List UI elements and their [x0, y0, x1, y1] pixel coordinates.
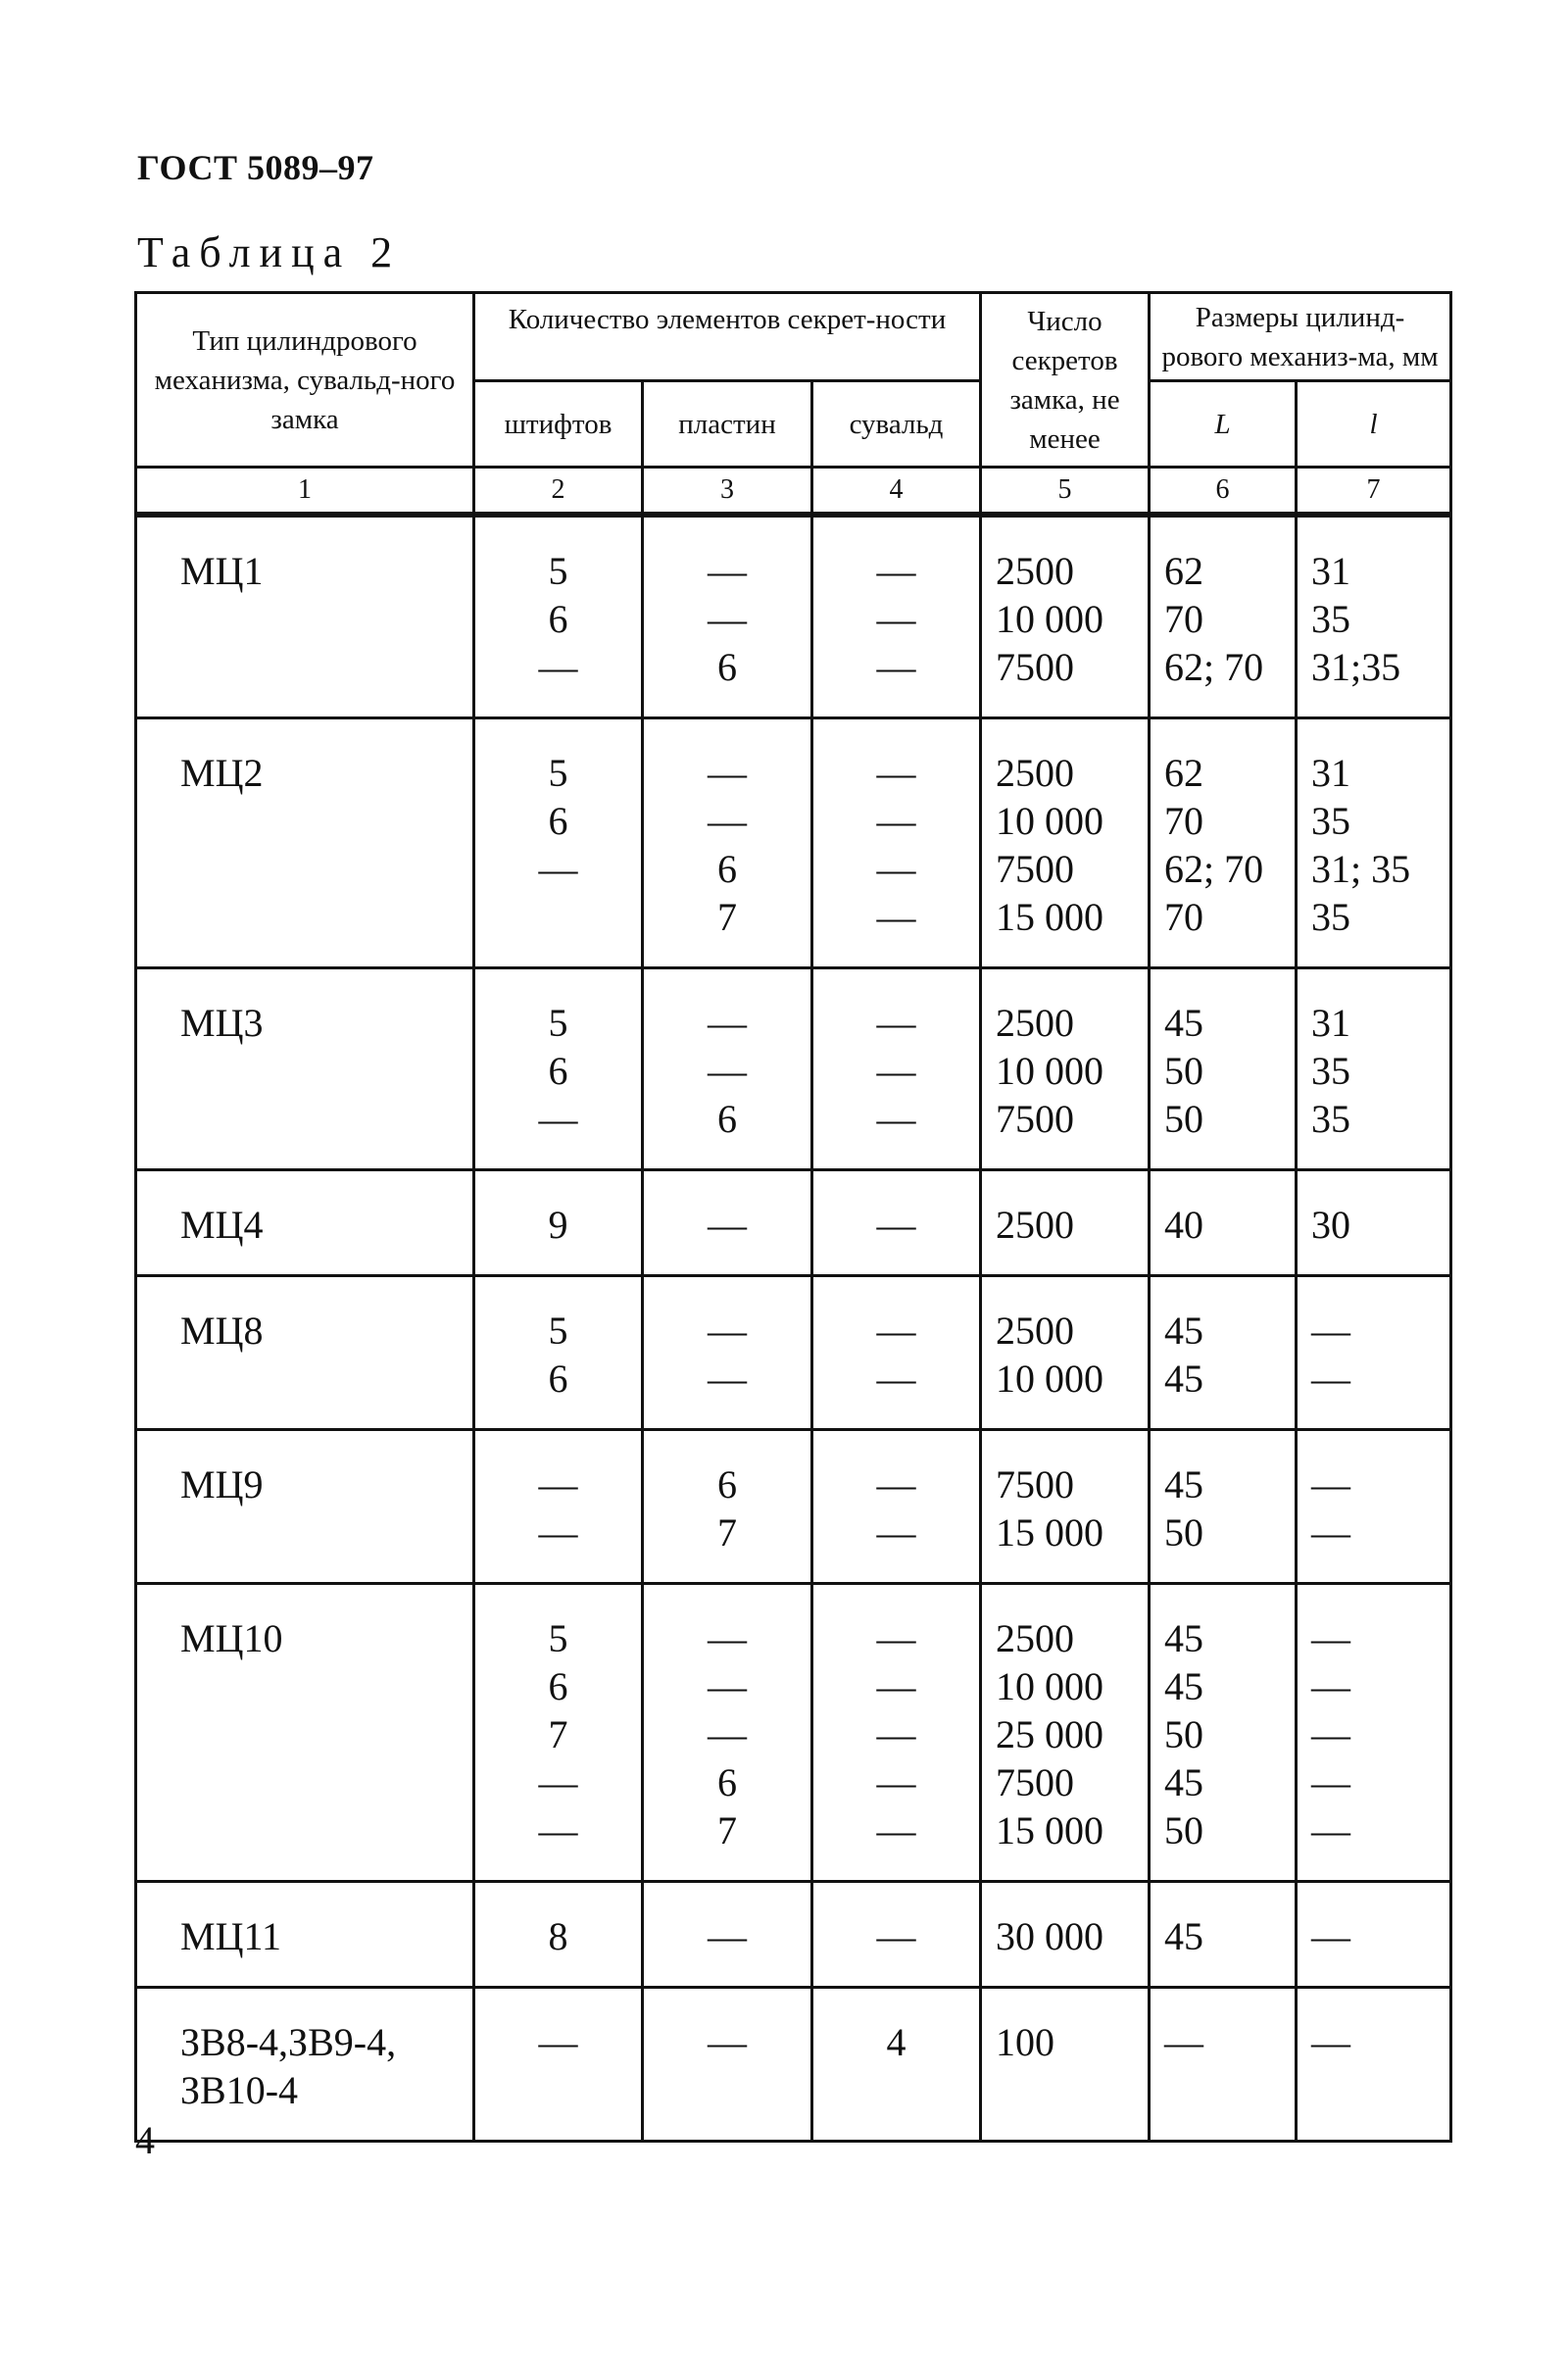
cell-line: —	[538, 1510, 578, 1555]
cell-line: 10 000	[996, 1357, 1104, 1401]
cell-line: 5	[548, 751, 568, 795]
cell-line: —	[876, 645, 916, 689]
cell-line: 10 000	[996, 597, 1104, 641]
cell-line: 30	[1311, 1203, 1351, 1247]
secrets-cell	[981, 718, 1150, 968]
cell-line: —	[1311, 1462, 1351, 1507]
cell-line: 45	[1164, 1462, 1204, 1507]
cell-line: ЗВ8-4,ЗВ9-4,	[180, 2020, 397, 2064]
cell-line: 10 000	[996, 799, 1104, 843]
cell-line: —	[876, 1914, 916, 1958]
cell-line: 6	[548, 1664, 568, 1708]
levers-cell	[812, 1170, 981, 1276]
length-L-cell	[1150, 1882, 1297, 1988]
cell-line: 45	[1164, 1309, 1204, 1353]
index-cell: 3	[643, 468, 812, 516]
index-cell: 2	[474, 468, 643, 516]
cell-line: —	[708, 799, 747, 843]
cell-line: —	[708, 1914, 747, 1958]
cell-line: 35	[1311, 597, 1351, 641]
length-L-cell	[1150, 1988, 1297, 2142]
secrets-cell	[981, 1170, 1150, 1276]
pins-cell	[474, 1988, 643, 2142]
table-row	[136, 515, 1451, 718]
cell-line: 31	[1311, 751, 1351, 795]
cell-line: МЦ9	[180, 1462, 264, 1507]
cell-line: —	[876, 1664, 916, 1708]
cell-line: 7	[548, 1712, 568, 1756]
cell-line: —	[708, 549, 747, 593]
pins-cell	[474, 718, 643, 968]
index-cell: 1	[136, 468, 474, 516]
secrets-cell	[981, 1584, 1150, 1882]
cell-line: 5	[548, 1309, 568, 1353]
length-L-cell	[1150, 1584, 1297, 1882]
index-cell: 6	[1150, 468, 1297, 516]
header-type: Тип цилиндрового механизма, сувальд-ного замка	[136, 293, 474, 468]
cell-line: 70	[1164, 799, 1204, 843]
cell-line: МЦ4	[180, 1203, 264, 1247]
cell-line: —	[876, 799, 916, 843]
plates-cell	[643, 1988, 812, 2142]
cell-line: 6	[717, 847, 737, 891]
cell-line: —	[876, 1203, 916, 1247]
cell-line: 6	[717, 1760, 737, 1804]
levers-cell	[812, 1882, 981, 1988]
cell-line: 10 000	[996, 1664, 1104, 1708]
cell-line: 10 000	[996, 1049, 1104, 1093]
cell-line: —	[1311, 1357, 1351, 1401]
cell-line: 5	[548, 1001, 568, 1045]
header-dimensions: Размеры цилинд-рового механиз-ма, мм	[1150, 293, 1451, 381]
cell-line: МЦ2	[180, 751, 264, 795]
table-row	[136, 1882, 1451, 1988]
header-L: L	[1150, 381, 1297, 468]
cell-line: 7500	[996, 1462, 1075, 1507]
cell-line: 6	[717, 645, 737, 689]
cell-line: —	[708, 1001, 747, 1045]
index-cell: 5	[981, 468, 1150, 516]
cell-line: 7500	[996, 847, 1075, 891]
cell-line: —	[876, 597, 916, 641]
length-L-cell	[1150, 1430, 1297, 1584]
cell-line: 25 000	[996, 1712, 1104, 1756]
levers-cell	[812, 968, 981, 1170]
cell-line: —	[708, 751, 747, 795]
cell-line: 45	[1164, 1760, 1204, 1804]
table-row	[136, 1988, 1451, 2142]
type-cell	[136, 1430, 474, 1584]
cell-line: 45	[1164, 1664, 1204, 1708]
cell-line: 45	[1164, 1357, 1204, 1401]
cell-line: 31	[1311, 549, 1351, 593]
cell-line: —	[876, 847, 916, 891]
type-cell	[136, 1276, 474, 1430]
cell-line: 70	[1164, 895, 1204, 939]
cell-line: 15 000	[996, 1510, 1104, 1555]
length-l-cell	[1297, 1882, 1451, 1988]
cell-line: —	[708, 1616, 747, 1660]
cell-line: —	[876, 1309, 916, 1353]
cell-line: 35	[1311, 895, 1351, 939]
levers-cell	[812, 515, 981, 718]
table-header	[136, 293, 1451, 516]
cell-line: —	[1311, 1309, 1351, 1353]
plates-cell	[643, 1584, 812, 1882]
cell-line: —	[876, 1357, 916, 1401]
type-cell	[136, 718, 474, 968]
length-l-cell	[1297, 968, 1451, 1170]
table-row	[136, 1276, 1451, 1430]
cell-line: —	[538, 1462, 578, 1507]
cell-line: 30 000	[996, 1914, 1104, 1958]
cell-line: —	[538, 1097, 578, 1141]
secrets-cell	[981, 515, 1150, 718]
header-pins: штифтов	[474, 381, 643, 468]
cell-line: —	[1311, 1664, 1351, 1708]
cell-line: 7500	[996, 645, 1075, 689]
cell-line: —	[1311, 1760, 1351, 1804]
cell-line: 31;35	[1311, 645, 1401, 689]
length-L-cell	[1150, 968, 1297, 1170]
cell-line: 2500	[996, 1309, 1075, 1353]
length-l-cell	[1297, 515, 1451, 718]
cell-line: —	[1311, 1808, 1351, 1852]
cell-line: 7	[717, 1510, 737, 1555]
cell-line: 2500	[996, 751, 1075, 795]
pins-cell	[474, 1584, 643, 1882]
cell-line: 31	[1311, 1001, 1351, 1045]
header-elements: Количество элементов секрет-ности	[474, 293, 981, 381]
cell-line: МЦ10	[180, 1616, 283, 1660]
page-number: 4	[135, 2118, 155, 2162]
cell-line: 2500	[996, 549, 1075, 593]
pins-cell	[474, 968, 643, 1170]
header-plates: пластин	[643, 381, 812, 468]
levers-cell	[812, 1988, 981, 2142]
pins-cell	[474, 1430, 643, 1584]
plates-cell	[643, 968, 812, 1170]
cell-line: 50	[1164, 1049, 1204, 1093]
plates-cell	[643, 1276, 812, 1430]
cell-line: —	[876, 1808, 916, 1852]
table-row	[136, 1584, 1451, 1882]
cell-line: —	[1311, 1914, 1351, 1958]
pins-cell	[474, 515, 643, 718]
plates-cell	[643, 515, 812, 718]
levers-cell	[812, 1430, 981, 1584]
length-l-cell	[1297, 1988, 1451, 2142]
cell-line: 6	[548, 1049, 568, 1093]
length-L-cell	[1150, 515, 1297, 718]
cell-line: ЗВ10-4	[180, 2068, 299, 2112]
cell-line: 6	[548, 799, 568, 843]
length-l-cell	[1297, 1430, 1451, 1584]
type-cell	[136, 1882, 474, 1988]
cell-line: —	[1311, 2020, 1351, 2064]
levers-cell	[812, 1584, 981, 1882]
cell-line: 7500	[996, 1097, 1075, 1141]
cell-line: МЦ11	[180, 1914, 281, 1958]
cell-line: 6	[548, 1357, 568, 1401]
cell-line: 70	[1164, 597, 1204, 641]
cell-line: —	[1164, 2020, 1204, 2064]
cell-line: 50	[1164, 1510, 1204, 1555]
cell-line: —	[708, 1664, 747, 1708]
cell-line: 2500	[996, 1616, 1075, 1660]
table-row	[136, 1170, 1451, 1276]
cell-line: 45	[1164, 1914, 1204, 1958]
plates-cell	[643, 1882, 812, 1988]
cell-line: 35	[1311, 1097, 1351, 1141]
cell-line: —	[876, 549, 916, 593]
plates-cell	[643, 1430, 812, 1584]
index-cell: 7	[1297, 468, 1451, 516]
cell-line: 5	[548, 549, 568, 593]
cell-line: 9	[548, 1203, 568, 1247]
cell-line: 5	[548, 1616, 568, 1660]
type-cell	[136, 968, 474, 1170]
cell-line: 62	[1164, 751, 1204, 795]
cell-line: 35	[1311, 799, 1351, 843]
cell-line: —	[708, 1357, 747, 1401]
cell-line: —	[708, 1309, 747, 1353]
cell-line: МЦ8	[180, 1309, 264, 1353]
type-cell	[136, 1170, 474, 1276]
secrets-cell	[981, 1882, 1150, 1988]
cell-line: —	[708, 1203, 747, 1247]
cell-line: —	[708, 2020, 747, 2064]
cell-line: 35	[1311, 1049, 1351, 1093]
plates-cell	[643, 1170, 812, 1276]
cell-line: 2500	[996, 1203, 1075, 1247]
cell-line: 6	[548, 597, 568, 641]
cell-line: —	[708, 1712, 747, 1756]
table-row	[136, 1430, 1451, 1584]
cell-line: —	[708, 597, 747, 641]
length-L-cell	[1150, 718, 1297, 968]
cell-line: —	[708, 1049, 747, 1093]
cell-line: 62; 70	[1164, 645, 1264, 689]
table-row	[136, 718, 1451, 968]
cell-line: —	[876, 1097, 916, 1141]
cell-line: —	[876, 1616, 916, 1660]
table-body	[136, 515, 1451, 2142]
cell-line: —	[876, 1760, 916, 1804]
levers-cell	[812, 1276, 981, 1430]
cell-line: 40	[1164, 1203, 1204, 1247]
plates-cell	[643, 718, 812, 968]
length-L-cell	[1150, 1276, 1297, 1430]
cell-line: —	[1311, 1510, 1351, 1555]
cell-line	[475, 893, 641, 941]
cell-line: 45	[1164, 1616, 1204, 1660]
header-levers: сувальд	[812, 381, 981, 468]
cell-line: —	[1311, 1616, 1351, 1660]
cell-line: МЦ1	[180, 549, 264, 593]
cell-line: 31; 35	[1311, 847, 1411, 891]
cell-line: 15 000	[996, 1808, 1104, 1852]
levers-cell	[812, 718, 981, 968]
cell-line: —	[538, 847, 578, 891]
pins-cell	[474, 1276, 643, 1430]
cell-line: 7	[717, 1808, 737, 1852]
cell-line: —	[876, 1712, 916, 1756]
length-l-cell	[1297, 718, 1451, 968]
type-cell	[136, 1584, 474, 1882]
length-l-cell	[1297, 1584, 1451, 1882]
header-l: l	[1297, 381, 1451, 468]
cell-line: —	[876, 895, 916, 939]
cell-line: —	[538, 1808, 578, 1852]
cell-line: —	[538, 1760, 578, 1804]
cell-line: МЦ3	[180, 1001, 264, 1045]
cell-line: 50	[1164, 1712, 1204, 1756]
cell-line: 7500	[996, 1760, 1075, 1804]
cell-line: 4	[886, 2020, 906, 2064]
secrets-cell	[981, 968, 1150, 1170]
pins-cell	[474, 1170, 643, 1276]
cell-line: 62; 70	[1164, 847, 1264, 891]
header-secrets: Число секретов замка, не менее	[981, 293, 1150, 468]
cell-line: —	[538, 2020, 578, 2064]
secrets-cell	[981, 1276, 1150, 1430]
table-caption: Таблица 2	[137, 228, 402, 276]
length-l-cell	[1297, 1170, 1451, 1276]
cell-line: 7	[717, 895, 737, 939]
cell-line: 6	[717, 1462, 737, 1507]
cell-line: —	[1311, 1712, 1351, 1756]
cell-line: 45	[1164, 1001, 1204, 1045]
cell-line: 50	[1164, 1097, 1204, 1141]
cell-line: —	[876, 1462, 916, 1507]
pins-cell	[474, 1882, 643, 1988]
table-row	[136, 968, 1451, 1170]
cell-line: —	[876, 1510, 916, 1555]
cell-line: —	[876, 1001, 916, 1045]
gost-table-2	[134, 291, 1452, 2143]
index-cell: 4	[812, 468, 981, 516]
length-l-cell	[1297, 1276, 1451, 1430]
cell-line: 62	[1164, 549, 1204, 593]
cell-line: 6	[717, 1097, 737, 1141]
secrets-cell	[981, 1430, 1150, 1584]
type-cell	[136, 1988, 474, 2142]
cell-line: —	[876, 751, 916, 795]
cell-line: 2500	[996, 1001, 1075, 1045]
secrets-cell	[981, 1988, 1150, 2142]
length-L-cell	[1150, 1170, 1297, 1276]
cell-line: 8	[548, 1914, 568, 1958]
cell-line: —	[876, 1049, 916, 1093]
cell-line: —	[538, 645, 578, 689]
cell-line: 100	[996, 2020, 1055, 2064]
type-cell	[136, 515, 474, 718]
cell-line: 15 000	[996, 895, 1104, 939]
cell-line: 50	[1164, 1808, 1204, 1852]
document-code: ГОСТ 5089–97	[137, 148, 374, 187]
